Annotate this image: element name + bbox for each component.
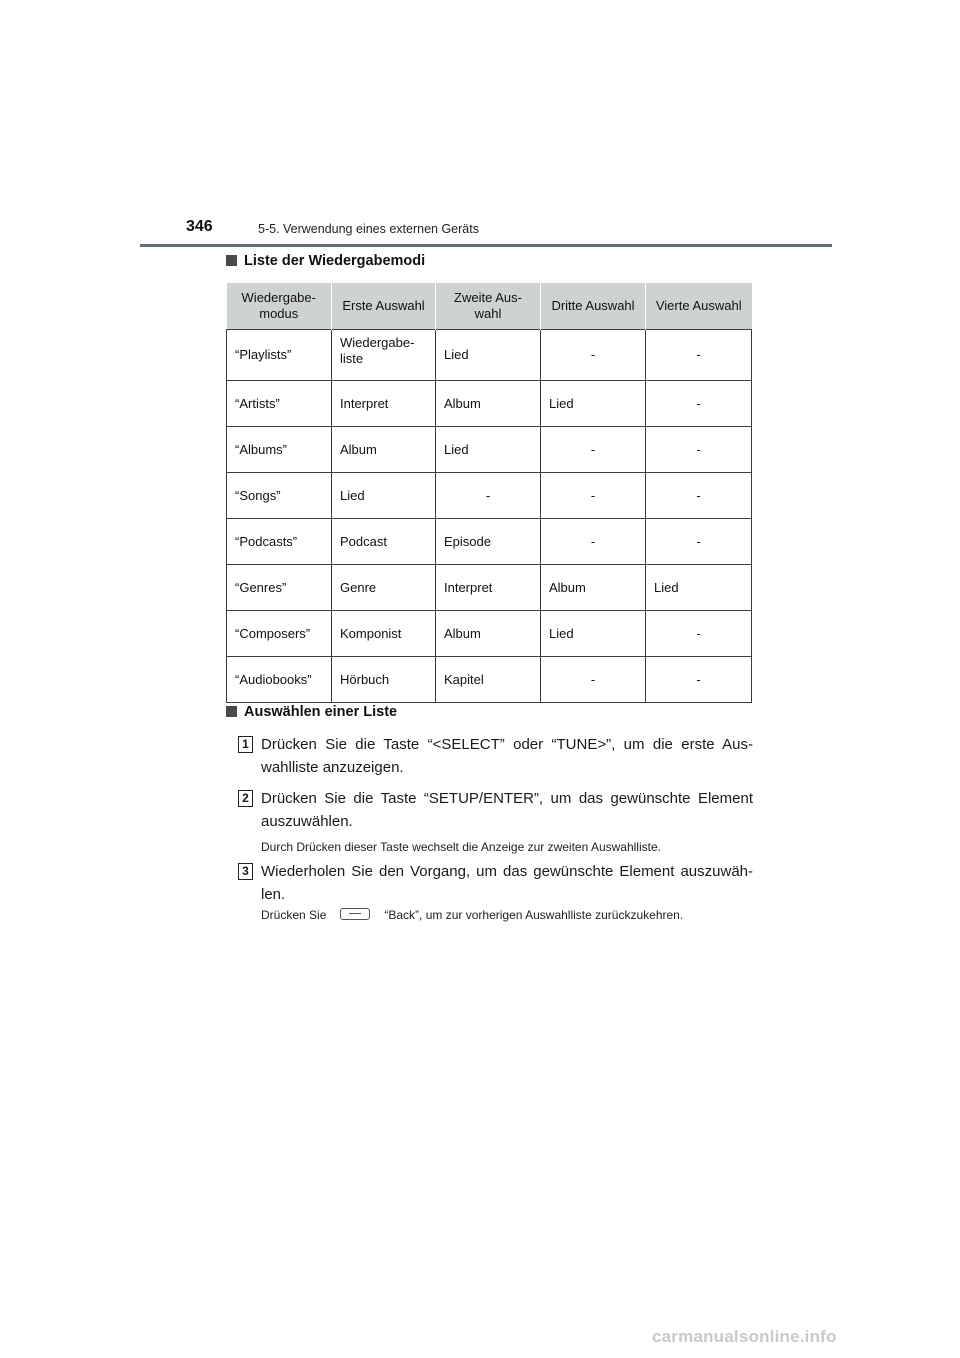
cell-second: - <box>436 473 541 519</box>
cell-second: Episode <box>436 519 541 565</box>
back-button-icon <box>340 908 370 920</box>
header-divider <box>140 244 832 247</box>
cell-fourth: - <box>646 519 752 565</box>
cell-fourth: Lied <box>646 565 752 611</box>
select-heading-text: Auswählen einer Liste <box>244 704 398 720</box>
header-third: Dritte Auswahl <box>541 283 646 330</box>
header-second-text: Zweite Aus- wahl <box>454 290 522 321</box>
cell-third: Album <box>541 565 646 611</box>
cell-fourth: - <box>646 427 752 473</box>
cell-third: - <box>541 657 646 703</box>
cell-third: Lied <box>541 611 646 657</box>
cell-first: Komponist <box>332 611 436 657</box>
cell-second: Album <box>436 611 541 657</box>
step-text: Wiederholen Sie den Vorgang, um das gewünschte Element auszuwäh-len. <box>261 863 753 903</box>
cell-mode: “Podcasts” <box>227 519 332 565</box>
cell-fourth: - <box>646 657 752 703</box>
select-heading <box>226 704 397 720</box>
cell-mode: “Albums” <box>227 427 332 473</box>
header-mode-line1: Wiedergabe- modus <box>241 290 316 321</box>
header-mode <box>227 283 332 330</box>
step-text: Drücken Sie die Taste “SETUP/ENTER”, um das gewünschte Element auszuwählen. <box>261 790 753 830</box>
table-row <box>227 657 752 703</box>
cell-second: Album <box>436 381 541 427</box>
step-text: Drücken Sie die Taste “<SELECT” oder “TUNE>”, um die erste Aus-wahlliste anzuzeigen. <box>261 736 753 776</box>
cell-first: Hörbuch <box>332 657 436 703</box>
cell-fourth: - <box>646 330 752 381</box>
cell-first: Podcast <box>332 519 436 565</box>
table-row <box>227 611 752 657</box>
table-header-row <box>227 283 752 330</box>
cell-second: Kapitel <box>436 657 541 703</box>
step-number-badge: 1 <box>238 736 253 753</box>
cell-second: Interpret <box>436 565 541 611</box>
step-1 <box>238 733 753 779</box>
cell-mode: “Songs” <box>227 473 332 519</box>
cell-mode: “Playlists” <box>227 330 332 381</box>
cell-third: Lied <box>541 381 646 427</box>
table-row <box>227 381 752 427</box>
table-row <box>227 473 752 519</box>
step-3 <box>238 860 753 906</box>
cell-first: Interpret <box>332 381 436 427</box>
table-row <box>227 330 752 381</box>
cell-third: - <box>541 330 646 381</box>
header-fourth: Vierte Auswahl <box>646 283 752 330</box>
playback-modes-table <box>226 283 752 703</box>
cell-fourth: - <box>646 473 752 519</box>
cell-first: Album <box>332 427 436 473</box>
header-second <box>436 283 541 330</box>
cell-mode: “Composers” <box>227 611 332 657</box>
section-title: 5-5. Verwendung eines externen Geräts <box>258 222 479 236</box>
table-row <box>227 427 752 473</box>
step-number-badge: 2 <box>238 790 253 807</box>
step-3-note-prefix: Drücken Sie <box>261 908 327 922</box>
list-heading-text: Liste der Wiedergabemodi <box>244 253 426 269</box>
cell-mode: “Audiobooks” <box>227 657 332 703</box>
step-3-note <box>261 908 683 922</box>
step-2 <box>238 787 753 833</box>
cell-third: - <box>541 519 646 565</box>
watermark: carmanualsonline.info <box>652 1327 837 1346</box>
table-row <box>227 565 752 611</box>
list-heading <box>226 253 425 269</box>
header-first: Erste Auswahl <box>332 283 436 330</box>
cell-third: - <box>541 427 646 473</box>
cell-third: - <box>541 473 646 519</box>
step-2-note: Durch Drücken dieser Taste wechselt die Anzeige zur zweiten Auswahlliste. <box>261 840 661 854</box>
cell-mode: “Artists” <box>227 381 332 427</box>
cell-first: Wiedergabe- liste <box>332 330 436 381</box>
cell-second: Lied <box>436 427 541 473</box>
cell-first: Lied <box>332 473 436 519</box>
step-3-note-suffix: “Back”, um zur vorherigen Auswahlliste zurückzukehren. <box>384 908 684 922</box>
table-row <box>227 519 752 565</box>
square-bullet-icon <box>226 255 237 266</box>
cell-fourth: - <box>646 381 752 427</box>
page-number: 346 <box>186 218 213 235</box>
step-number-badge: 3 <box>238 863 253 880</box>
square-bullet-icon <box>226 706 237 717</box>
cell-fourth: - <box>646 611 752 657</box>
cell-mode: “Genres” <box>227 565 332 611</box>
cell-first: Genre <box>332 565 436 611</box>
cell-second: Lied <box>436 330 541 381</box>
